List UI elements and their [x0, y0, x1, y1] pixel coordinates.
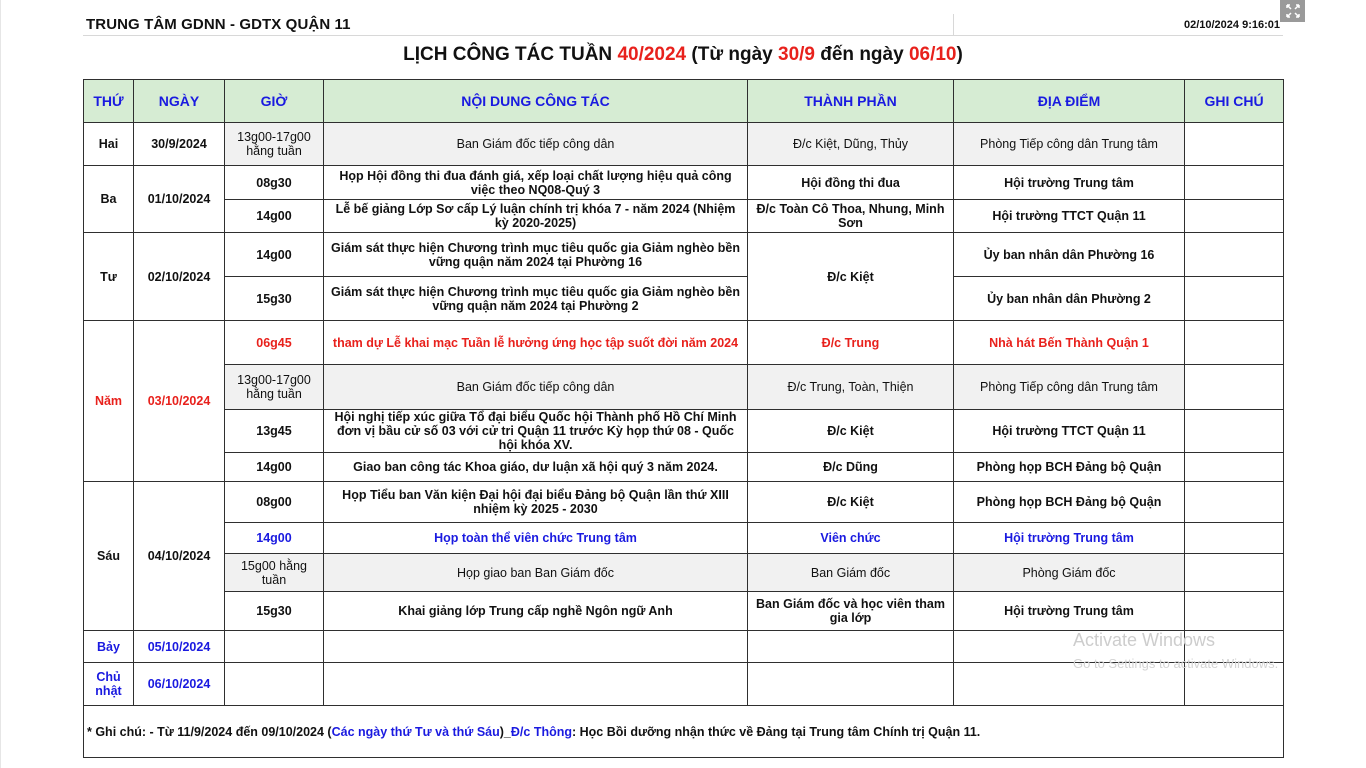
title-week: 40/2024 [617, 44, 687, 65]
content-cell: Giao ban công tác Khoa giáo, dư luận xã hội quý 3 năm 2024. [324, 453, 748, 482]
table-row [84, 321, 1284, 365]
location-cell: Phòng họp BCH Đảng bộ Quận [954, 453, 1185, 482]
footnote-days: Các ngày thứ Tư và thứ Sáu [331, 724, 500, 739]
location-cell: Ủy ban nhân dân Phường 16 [954, 233, 1185, 277]
location-cell: Hội trường TTCT Quận 11 [954, 200, 1185, 233]
content-cell: Ban Giám đốc tiếp công dân [324, 365, 748, 410]
day-date: 03/10/2024 [134, 321, 225, 482]
content-cell [324, 631, 748, 663]
time-cell: 15g30 [225, 277, 324, 321]
participants-cell: Đ/c Kiệt, Dũng, Thủy [748, 123, 954, 166]
day-date: 04/10/2024 [134, 482, 225, 631]
col-header-thu: THỨ [84, 80, 134, 123]
time-cell: 14g00 [225, 200, 324, 233]
location-cell: Ủy ban nhân dân Phường 2 [954, 277, 1185, 321]
day-date: 02/10/2024 [134, 233, 225, 321]
location-cell: Phòng Tiếp công dân Trung tâm [954, 365, 1185, 410]
activate-windows-watermark: Activate Windows [1073, 630, 1216, 650]
title-text-4: ) [956, 44, 963, 65]
time-cell [225, 663, 324, 706]
content-cell: Họp giao ban Ban Giám đốc [324, 554, 748, 592]
day-name: Sáu [84, 482, 134, 631]
close-x-icon[interactable] [1280, 0, 1305, 22]
content-cell [324, 663, 748, 706]
note-cell [1185, 482, 1284, 523]
col-header-ghichu: GHI CHÚ [1185, 80, 1284, 123]
participants-cell: Đ/c Dũng [748, 453, 954, 482]
col-header-ngay: NGÀY [134, 80, 225, 123]
content-cell: Khai giảng lớp Trung cấp nghề Ngôn ngữ Anh [324, 592, 748, 631]
note-cell [1185, 523, 1284, 554]
participants-cell: Đ/c Kiệt [748, 482, 954, 523]
time-cell: 14g00 [225, 523, 324, 554]
table-row [84, 453, 1284, 482]
footnote-person: Đ/c Thông [510, 724, 572, 739]
footnote-text: * Ghi chú: - Từ 11/9/2024 đến 09/10/2024 ( [87, 724, 332, 739]
time-cell: 14g00 [225, 453, 324, 482]
location-cell: Hội trường Trung tâm [954, 166, 1185, 200]
note-cell [1185, 123, 1284, 166]
note-cell [1185, 200, 1284, 233]
location-cell: Phòng Tiếp công dân Trung tâm [954, 123, 1185, 166]
note-cell [1185, 453, 1284, 482]
table-row [84, 123, 1284, 166]
content-cell: Giám sát thực hiện Chương trình mục tiêu quốc gia Giảm nghèo bền vững quận năm 2024 tại Phường 2 [324, 277, 748, 321]
activate-windows-hint: Go to Settings to activate Windows. [1073, 656, 1279, 671]
footnote-sep: )_ [499, 724, 511, 739]
day-name: Ba [84, 166, 134, 233]
header-divider [953, 14, 954, 35]
participants-cell: Đ/c Toàn Cô Thoa, Nhung, Minh Sơn [748, 200, 954, 233]
time-cell: 13g00-17g00 hằng tuần [225, 123, 324, 166]
table-row [84, 233, 1284, 277]
note-cell [1185, 166, 1284, 200]
print-timestamp: 02/10/2024 9:16:01 [1183, 19, 1280, 31]
footnote [84, 706, 1284, 758]
title-text: LỊCH CÔNG TÁC TUẦN [403, 44, 618, 65]
content-cell: Họp Tiểu ban Văn kiện Đại hội đại biểu Đảng bộ Quận lần thứ XIII nhiệm kỳ 2025 - 2030 [324, 482, 748, 523]
day-date: 01/10/2024 [134, 166, 225, 233]
note-cell [1185, 554, 1284, 592]
day-date: 06/10/2024 [134, 663, 225, 706]
time-cell: 14g00 [225, 233, 324, 277]
note-cell [1185, 410, 1284, 453]
note-cell [1185, 365, 1284, 410]
title-text-2: (Từ ngày [686, 44, 778, 65]
time-cell: 13g00-17g00 hằng tuần [225, 365, 324, 410]
note-cell [1185, 321, 1284, 365]
col-header-gio: GIỜ [225, 80, 324, 123]
time-cell: 06g45 [225, 321, 324, 365]
table-row [84, 482, 1284, 523]
time-cell [225, 631, 324, 663]
page-title [83, 44, 1283, 66]
time-cell: 08g00 [225, 482, 324, 523]
content-cell: tham dự Lễ khai mạc Tuần lễ hưởng ứng học tập suốt đời năm 2024 [324, 321, 748, 365]
participants-cell: Ban Giám đốc [748, 554, 954, 592]
participants-cell [748, 631, 954, 663]
time-cell: 15g00 hằng tuần [225, 554, 324, 592]
location-cell: Hội trường Trung tâm [954, 592, 1185, 631]
time-cell: 13g45 [225, 410, 324, 453]
participants-cell: Đ/c Kiệt [748, 410, 954, 453]
location-cell: Phòng họp BCH Đảng bộ Quận [954, 482, 1185, 523]
title-text-3: đến ngày [814, 44, 909, 65]
col-header-noidung: NỘI DUNG CÔNG TÁC [324, 80, 748, 123]
footnote-text-2: : Học Bồi dưỡng nhận thức về Đảng tại Trung tâm Chính trị Quận 11. [572, 724, 981, 739]
note-cell [1185, 592, 1284, 631]
table-row [84, 592, 1284, 631]
day-name: Chủ nhật [84, 663, 134, 706]
day-date: 30/9/2024 [134, 123, 225, 166]
content-cell: Ban Giám đốc tiếp công dân [324, 123, 748, 166]
header-rule [83, 35, 1283, 36]
note-cell [1185, 277, 1284, 321]
title-from-date: 30/9 [778, 44, 815, 65]
table-header-row [84, 80, 1284, 123]
content-cell: Giám sát thực hiện Chương trình mục tiêu quốc gia Giảm nghèo bền vững quận năm 2024 tại Phường 16 [324, 233, 748, 277]
participants-cell: Đ/c Kiệt [748, 233, 954, 321]
location-cell: Phòng Giám đốc [954, 554, 1185, 592]
location-cell: Nhà hát Bến Thành Quận 1 [954, 321, 1185, 365]
location-cell: Hội trường Trung tâm [954, 523, 1185, 554]
table-row [84, 523, 1284, 554]
participants-cell: Hội đồng thi đua [748, 166, 954, 200]
footnote-row [84, 706, 1284, 758]
day-name: Tư [84, 233, 134, 321]
day-name: Hai [84, 123, 134, 166]
participants-cell: Viên chức [748, 523, 954, 554]
day-date: 05/10/2024 [134, 631, 225, 663]
location-cell: Hội trường TTCT Quận 11 [954, 410, 1185, 453]
organization-name: TRUNG TÂM GDNN - GDTX QUẬN 11 [86, 16, 351, 33]
content-cell: Lễ bế giảng Lớp Sơ cấp Lý luận chính trị khóa 7 - năm 2024 (Nhiệm kỳ 2020-2025) [324, 200, 748, 233]
table-row [84, 166, 1284, 200]
day-name: Bảy [84, 631, 134, 663]
table-row [84, 410, 1284, 453]
col-header-diadiem: ĐỊA ĐIỂM [954, 80, 1185, 123]
table-row [84, 277, 1284, 321]
day-name: Năm [84, 321, 134, 482]
time-cell: 15g30 [225, 592, 324, 631]
content-cell: Hội nghị tiếp xúc giữa Tổ đại biểu Quốc hội Thành phố Hồ Chí Minh đơn vị bầu cử số 03 với cử tri Quận 11 trước Kỳ họp thứ 08 - Quốc hội khóa XV. [324, 410, 748, 453]
content-cell: Họp toàn thể viên chức Trung tâm [324, 523, 748, 554]
title-to-date: 06/10 [908, 44, 957, 65]
table-row [84, 365, 1284, 410]
participants-cell: Đ/c Trung, Toàn, Thiện [748, 365, 954, 410]
table-row [84, 554, 1284, 592]
content-cell: Họp Hội đồng thi đua đánh giá, xếp loại chất lượng hiệu quả công việc theo NQ08-Quý 3 [324, 166, 748, 200]
participants-cell [748, 663, 954, 706]
time-cell: 08g30 [225, 166, 324, 200]
col-header-thanhphan: THÀNH PHẦN [748, 80, 954, 123]
table-row [84, 200, 1284, 233]
note-cell [1185, 233, 1284, 277]
participants-cell: Ban Giám đốc và học viên tham gia lớp [748, 592, 954, 631]
participants-cell: Đ/c Trung [748, 321, 954, 365]
